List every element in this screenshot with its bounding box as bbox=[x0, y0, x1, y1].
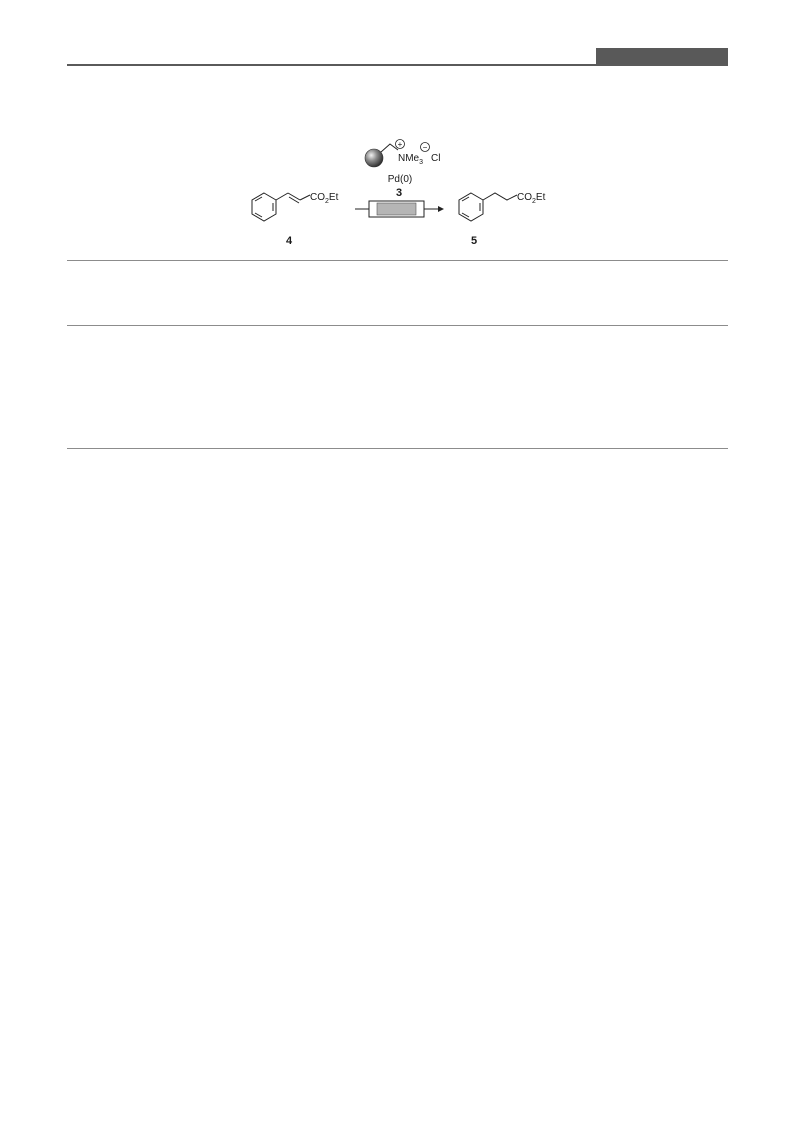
product-ester-label: $CO_2Et$ bbox=[517, 192, 546, 205]
table-bottom-rule bbox=[67, 448, 728, 449]
reactant-ester-label: $CO_2Et$ bbox=[310, 192, 339, 205]
arrow-head-icon bbox=[438, 206, 444, 212]
positive-charge: + bbox=[397, 140, 403, 149]
reagent-number: 3 bbox=[395, 187, 403, 199]
catalyst-label: Pd(0) bbox=[387, 174, 413, 185]
table-header-rule bbox=[67, 325, 728, 326]
cartridge-packing bbox=[377, 203, 416, 215]
polymer-reagent bbox=[365, 140, 440, 200]
negative-charge: − bbox=[422, 143, 428, 152]
benzene-ring bbox=[459, 193, 483, 221]
product-number: 5 bbox=[470, 235, 478, 247]
alkyl-chain bbox=[483, 193, 517, 200]
vinyl-bond-1 bbox=[276, 193, 288, 200]
product-structure bbox=[459, 192, 546, 247]
vinyl-bond-2 bbox=[300, 195, 310, 200]
reactant-structure bbox=[252, 192, 339, 247]
reactant-number: 4 bbox=[285, 235, 293, 247]
flow-reactor bbox=[355, 201, 444, 217]
counterion-label: Cl bbox=[431, 153, 441, 164]
table-top-rule bbox=[67, 260, 728, 261]
polymer-bead-icon bbox=[365, 149, 383, 167]
reaction-scheme bbox=[0, 0, 793, 270]
vinyl-double-bond bbox=[288, 193, 300, 200]
benzene-ring bbox=[252, 193, 276, 221]
ammonium-label: NMe$_3$ bbox=[398, 153, 424, 166]
